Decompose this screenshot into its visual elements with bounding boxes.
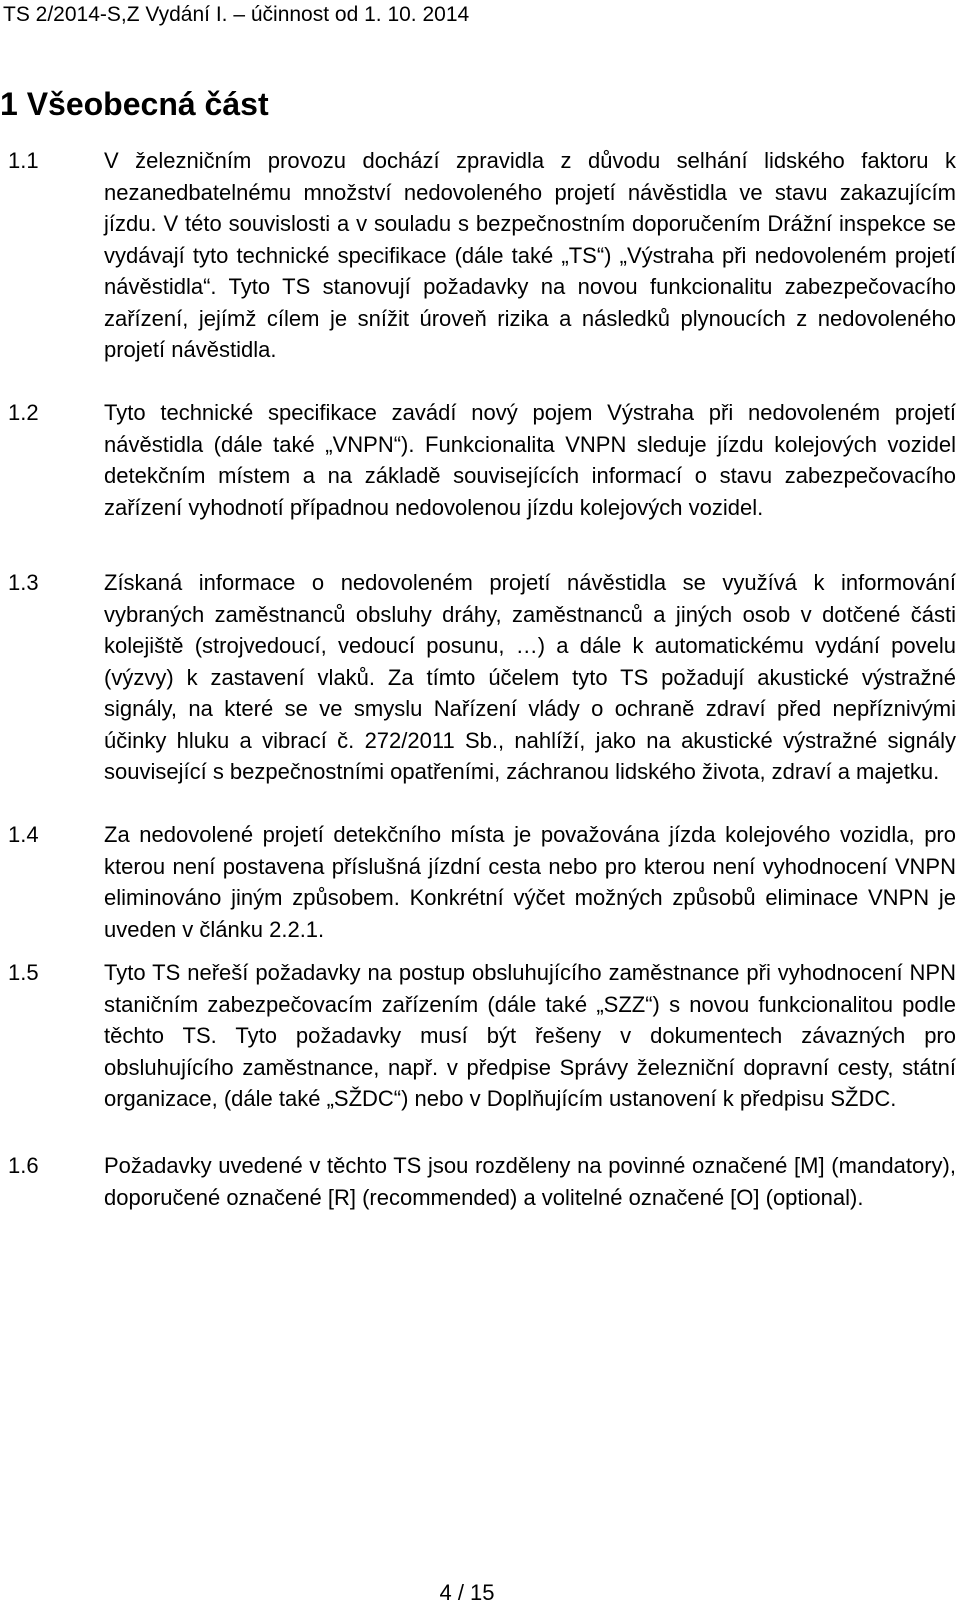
page-number: 4 / 15 [439,1580,495,1605]
paragraph-number: 1.5 [8,960,39,985]
section-title: 1 Všeobecná část [0,86,269,122]
paragraph-text: Požadavky uvedené v těchto TS jsou rozděleny na povinné označené [M] (mandatory), doporučené označené [R] (recommended) a volitelné označené [O] (optional). [104,1153,956,1210]
page-header: TS 2/2014-S,Z Vydání I. – účinnost od 1. 10. 2014 [3,3,470,26]
paragraph-text: Za nedovolené projetí detekčního místa je považována jízda kolejového vozidla, pro kterou není postavena příslušná jízdní cesta nebo pro kterou není vyhodnocení VNPN eliminováno jiným způsobem. Konkrétní výčet možných způsobů eliminace VNPN je uveden v článku 2.2.1. [104,822,956,942]
paragraph-number: 1.3 [8,570,39,595]
paragraph-number: 1.4 [8,822,39,847]
paragraph-number: 1.6 [8,1153,39,1178]
paragraph-number: 1.1 [8,148,39,173]
paragraph-text: Získaná informace o nedovoleném projetí návěstidla se využívá k informování vybraných zaměstnanců obsluhy dráhy, zaměstnanců a jiných osob v dotčené části kolejiště (strojvedoucí, vedoucí posunu, …) a dále k automatickému vydání povelu (výzvy) k zastavení vlaků. Za tímto účelem tyto TS požadují akustické výstražné signály, na které se ve smyslu Nařízení vlády o ochraně zdraví před nepříznivými účinky hluku a vibrací č. 272/2011 Sb., nahlíží, jako na akustické výstražné signály související s bezpečnostními opatřeními, záchranou lidského života, zdraví a majetku. [104,570,956,784]
paragraph-number: 1.2 [8,400,39,425]
paragraph-text: Tyto TS neřeší požadavky na postup obsluhujícího zaměstnance při vyhodnocení NPN staničním zabezpečovacím zařízením (dále také „SZZ“) s novou funkcionalitou podle těchto TS. Tyto požadavky musí být řešeny v dokumentech závazných pro obsluhujícího zaměstnance, např. v předpise Správy železniční dopravní cesty, státní organizace, (dále také „SŽDC“) nebo v Doplňujícím ustanovení k předpisu SŽDC. [104,960,956,1111]
paragraph-text: V železničním provozu dochází zpravidla z důvodu selhání lidského faktoru k nezanedbatelnému množství nedovoleného projetí návěstidla ve stavu zakazujícím jízdu. V této souvislosti a v souladu s bezpečnostním doporučením Drážní inspekce se vydávají tyto technické specifikace (dále také „TS“) „Výstraha při nedovoleném projetí návěstidla“. Tyto TS stanovují požadavky na novou funkcionalitu zabezpečovacího zařízení, jejímž cílem je snížit úroveň rizika a následků plynoucích z nedovoleného projetí návěstidla. [104,148,956,362]
paragraph-text: Tyto technické specifikace zavádí nový pojem Výstraha při nedovoleném projetí návěstidla (dále také „VNPN“). Funkcionalita VNPN sleduje jízdu kolejových vozidel detekčním místem a na základě souvisejících informací o stavu zabezpečovacího zařízení vyhodnotí případnou nedovolenou jízdu kolejových vozidel. [104,400,956,520]
